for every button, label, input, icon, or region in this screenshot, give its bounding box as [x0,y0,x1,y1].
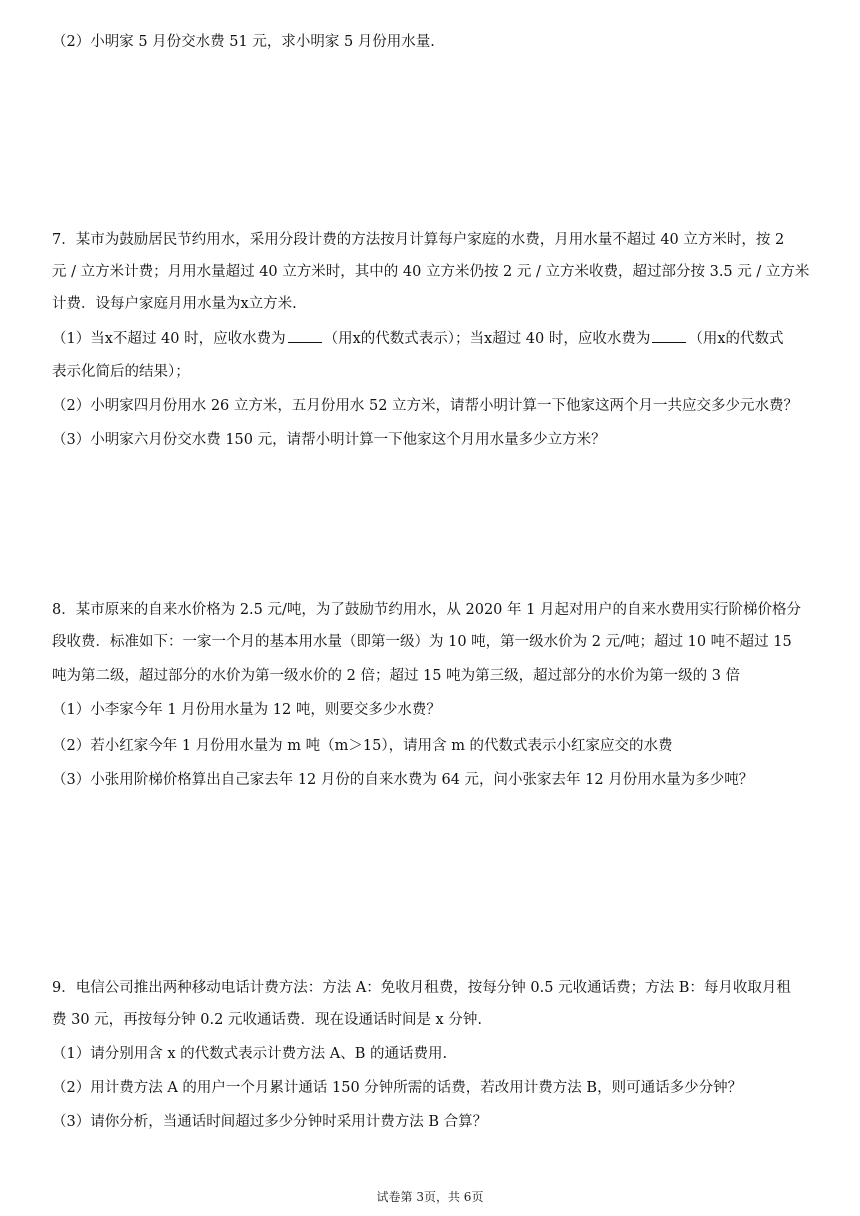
q7-p1-text-c: （用x的代数式 [688,331,784,347]
q7-p1-text-a: （1）当x不超过 40 时，应收水费为 [52,331,286,347]
question-6-part-2: （2）小明家 5 月份交水费 51 元，求小明家 5 月份用水量. [52,34,435,50]
q7-line-3: 计费．设每户家庭月用水量为x立方米. [52,296,297,312]
q7-part-2: （2）小明家四月份用水 26 立方米，五月份用水 52 立方米，请帮小明计算一下他家这两个月一共应交多少元水费？ [52,398,799,414]
q7-line-1: 7．某市为鼓励居民节约用水，采用分段计费的方法按月计算每户家庭的水费，月用水量不超过 40 立方米时，按 2 [52,232,785,248]
q8-line-2: 段收费．标准如下：一家一个月的基本用水量（即第一级）为 10 吨，第一级水价为 2 元/吨；超过 10 吨不超过 15 [52,634,792,650]
answer-blank [652,328,686,343]
q8-part-1: （1）小李家今年 1 月份用水量为 12 吨，则要交多少水费？ [52,702,441,718]
q7-p1-text-b: （用x的代数式表示）；当x超过 40 时，应收水费为 [323,331,651,347]
q8-line-3: 吨为第二级，超过部分的水价为第一级水价的 2 倍；超过 15 吨为第三级，超过部分的水价为第一级的 3 倍 [52,668,741,684]
q9-part-1: （1）请分别用含 x 的代数式表示计费方法 A、B 的通话费用. [52,1046,448,1062]
q9-part-3: （3）请你分析，当通话时间超过多少分钟时采用计费方法 B 合算？ [52,1114,488,1130]
q7-line-2: 元 / 立方米计费；月用水量超过 40 立方米时，其中的 40 立方米仍按 2 元 / 立方米收费，超过部分按 3.5 元 / 立方米 [52,264,810,280]
q8-part-3: （3）小张用阶梯价格算出自己家去年 12 月份的自来水费为 64 元，问小张家去年 12 月份用水量为多少吨？ [52,772,754,788]
q7-part-3: （3）小明家六月份交水费 150 元，请帮小明计算一下他家这个月用水量多少立方米？ [52,432,606,448]
q8-line-1: 8．某市原来的自来水价格为 2.5 元/吨，为了鼓励节约用水，从 2020 年 1 月起对用户的自来水费用实行阶梯价格分 [52,602,801,618]
q7-part-1 [52,328,784,349]
q9-part-2: （2）用计费方法 A 的用户一个月累计通话 150 分钟所需的话费，若改用计费方法 B，则可通话多少分钟？ [52,1080,743,1096]
page-footer: 试卷第 3页，共 6页 [376,1190,484,1204]
answer-blank [288,328,322,343]
q9-line-1: 9．电信公司推出两种移动电话计费方法：方法 A：免收月租费，按每分钟 0.5 元收通话费；方法 B：每月收取月租 [52,980,791,996]
q7-part-1-cont: 表示化简后的结果）； [52,364,190,380]
q8-part-2: （2）若小红家今年 1 月份用水量为 m 吨（m＞15），请用含 m 的代数式表示小红家应交的水费 [52,738,673,754]
q9-line-2: 费 30 元，再按每分钟 0.2 元收通话费．现在设通话时间是 x 分钟. [52,1012,482,1028]
